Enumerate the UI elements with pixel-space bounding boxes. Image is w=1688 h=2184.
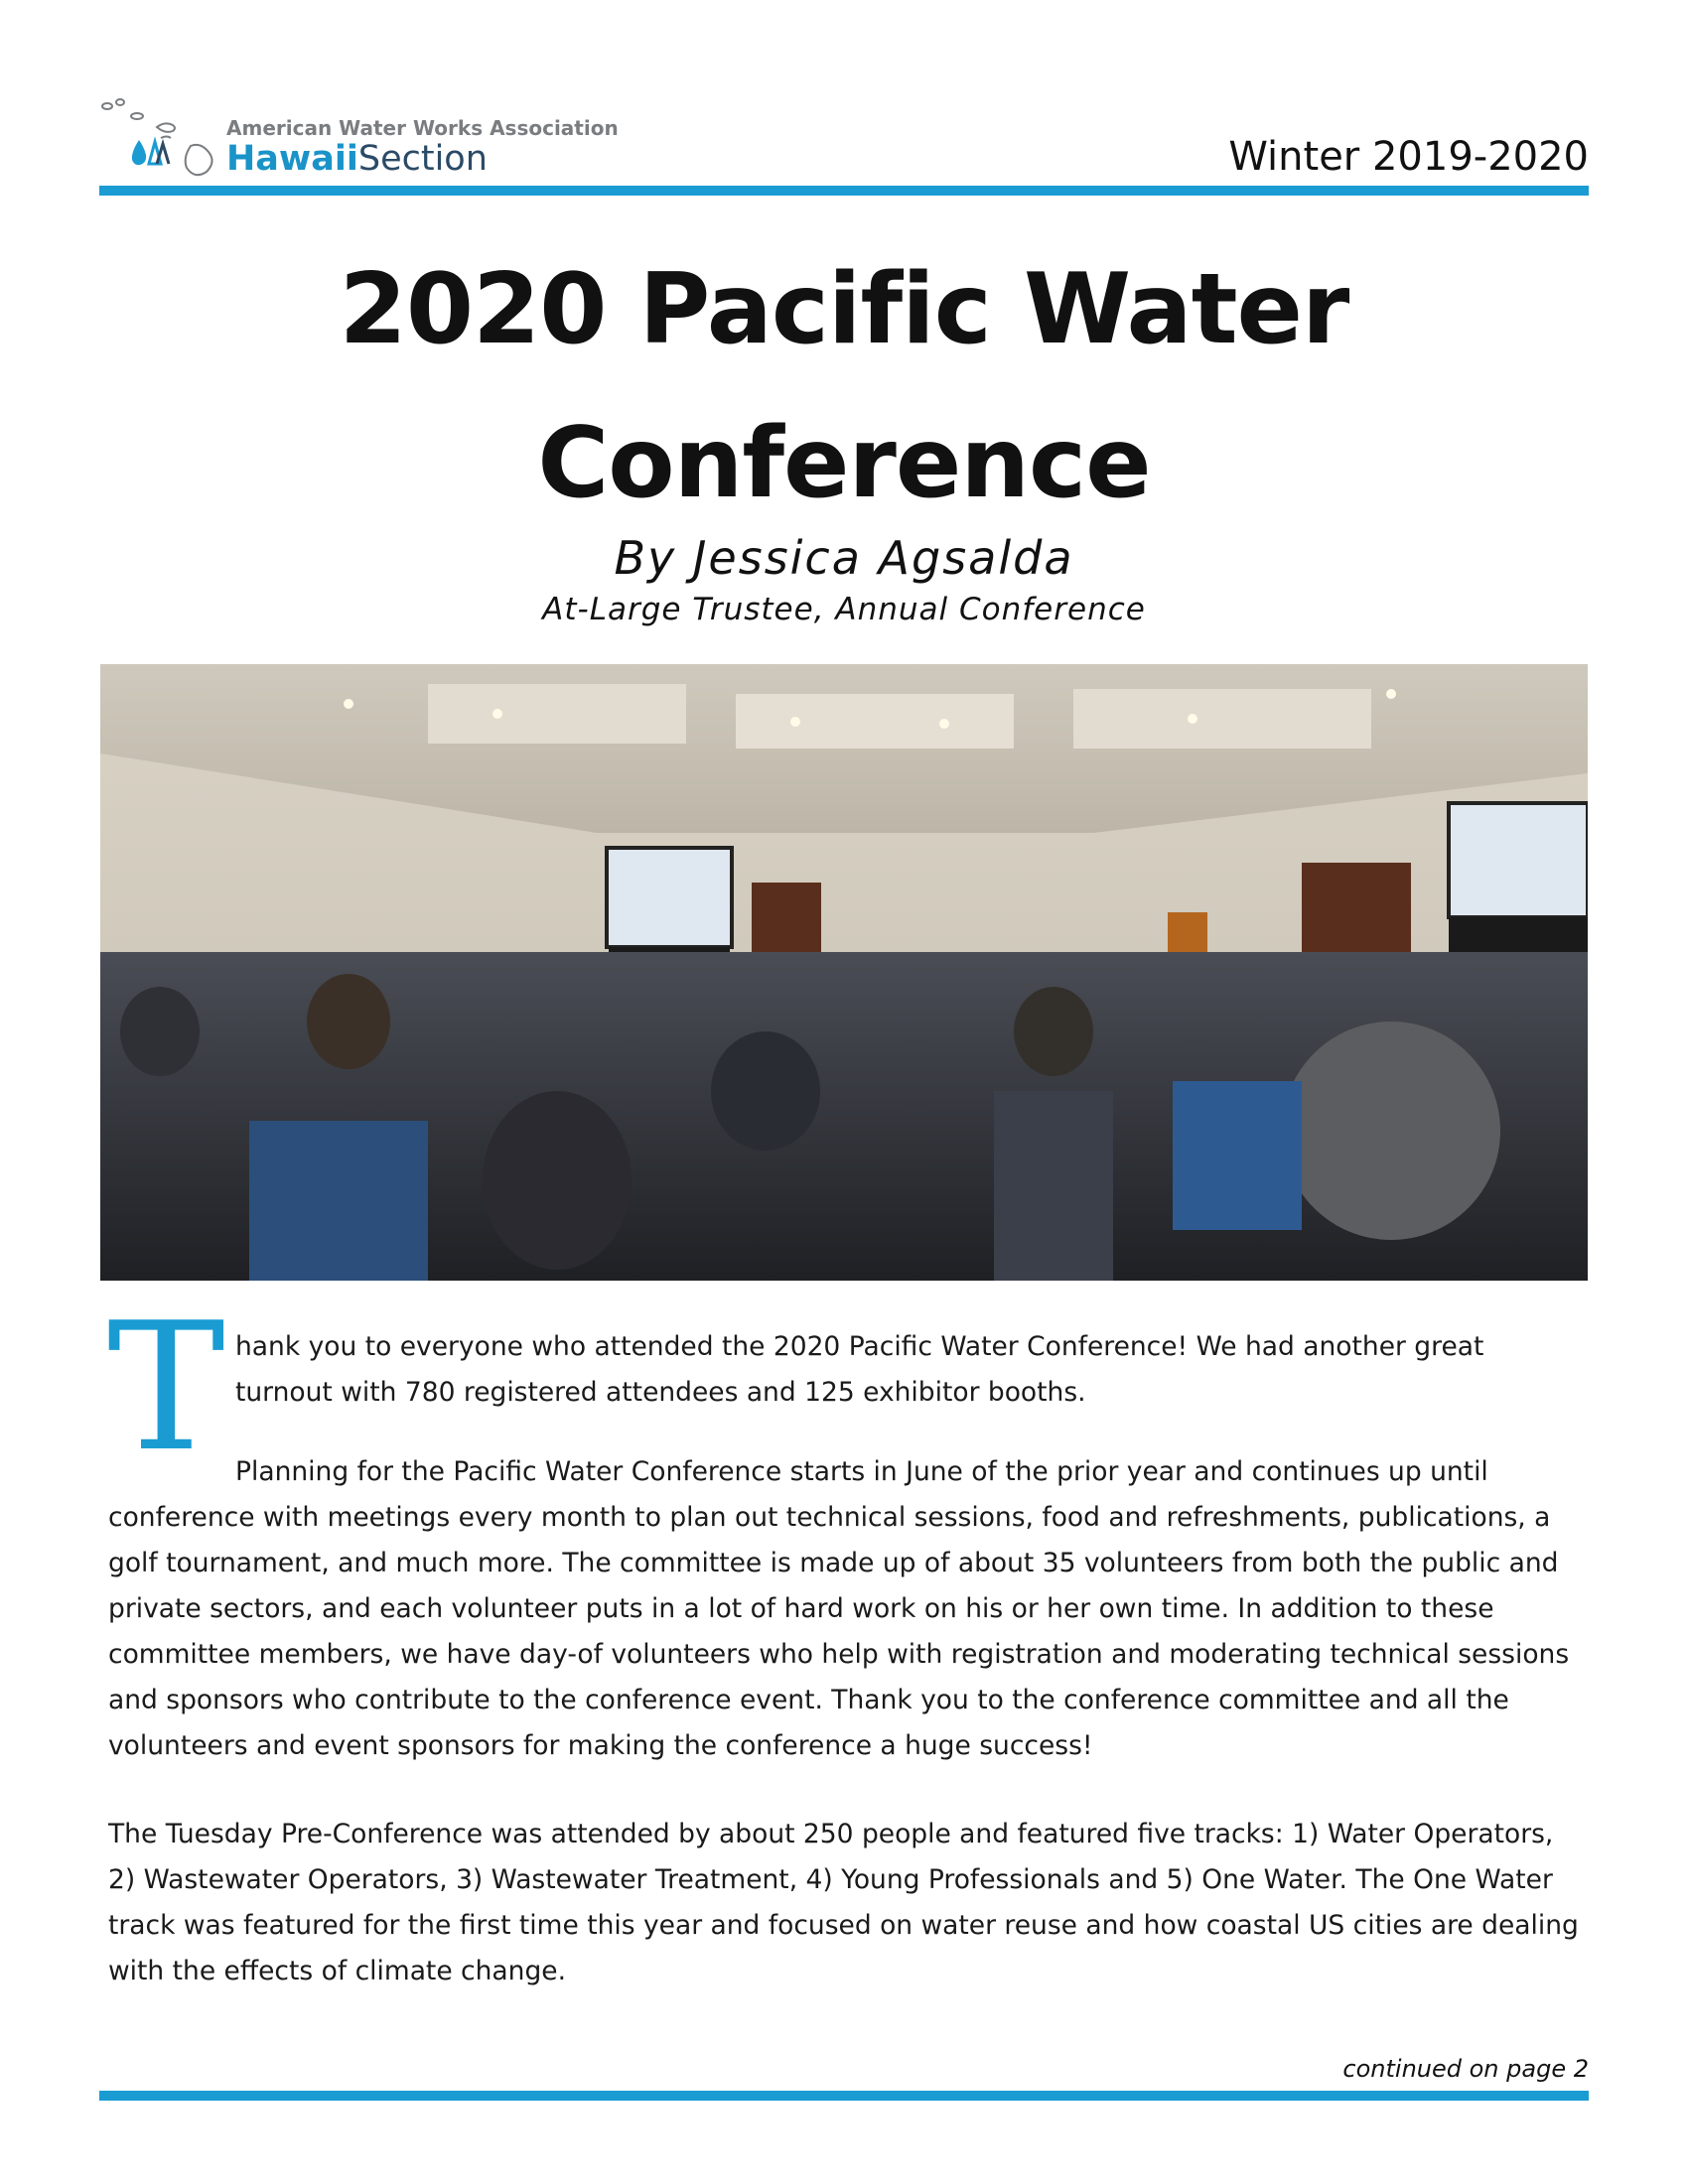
header-divider <box>99 186 1589 196</box>
awwa-hawaii-logo <box>99 94 619 184</box>
author-role: At-Large Trustee, Annual Conference <box>542 592 1146 627</box>
conference-photo <box>100 664 1588 1281</box>
logo-section-rest: Section <box>357 139 488 179</box>
hawaii-islands-icon <box>99 94 223 184</box>
logo-section-bold: Hawaii <box>226 139 358 179</box>
paragraph-intro: hank you to everyone who attended the 2020 Pacific Water Conference! We had another great turnout with 780 registered attendees and 125 exhibitor booths. <box>235 1331 1484 1408</box>
drop-cap: T <box>107 1285 225 1490</box>
article-byline: By Jessica Agsalda <box>614 531 1074 585</box>
paragraph-planning: Planning for the Pacific Water Conference starts in June of the prior year and continues up until conference with meetings every month to plan out technical sessions, food and refreshments, publications, a golf tournament, and much more. The committee is made up of about 35 volunteers from both the public and private sectors, and each volunteer puts in a lot of hard work on his or her own time. In addition to these committee members, we have day-of volunteers who help with registration and moderating technical sessions and sponsors who contribute to the conference event. Thank you to the conference committee and all the volunteers and event sponsors for making the conference a huge success! <box>108 1456 1570 1761</box>
page-header <box>99 94 1589 189</box>
footer-divider <box>99 2091 1589 2101</box>
paragraph-preconference: The Tuesday Pre-Conference was attended by about 250 people and featured five tracks: 1) Water Operators, 2) Wastewater Operators, 3) Wastewater Treatment, 4) Young Professionals and 5) One Water. The One Water track was featured for the first time this year and focused on water reuse and how coastal US cities are dealing with the effects of climate change. <box>108 1819 1579 1986</box>
logo-section-name <box>226 139 488 179</box>
logo-org-name: American Water Works Association <box>226 116 619 140</box>
article-title <box>99 233 1589 541</box>
issue-date: Winter 2019-2020 <box>1228 134 1589 180</box>
title-line-1: 2020 Pacific Water <box>339 253 1349 366</box>
continued-note: continued on page 2 <box>1342 2055 1589 2083</box>
title-line-2: Conference <box>537 407 1151 520</box>
